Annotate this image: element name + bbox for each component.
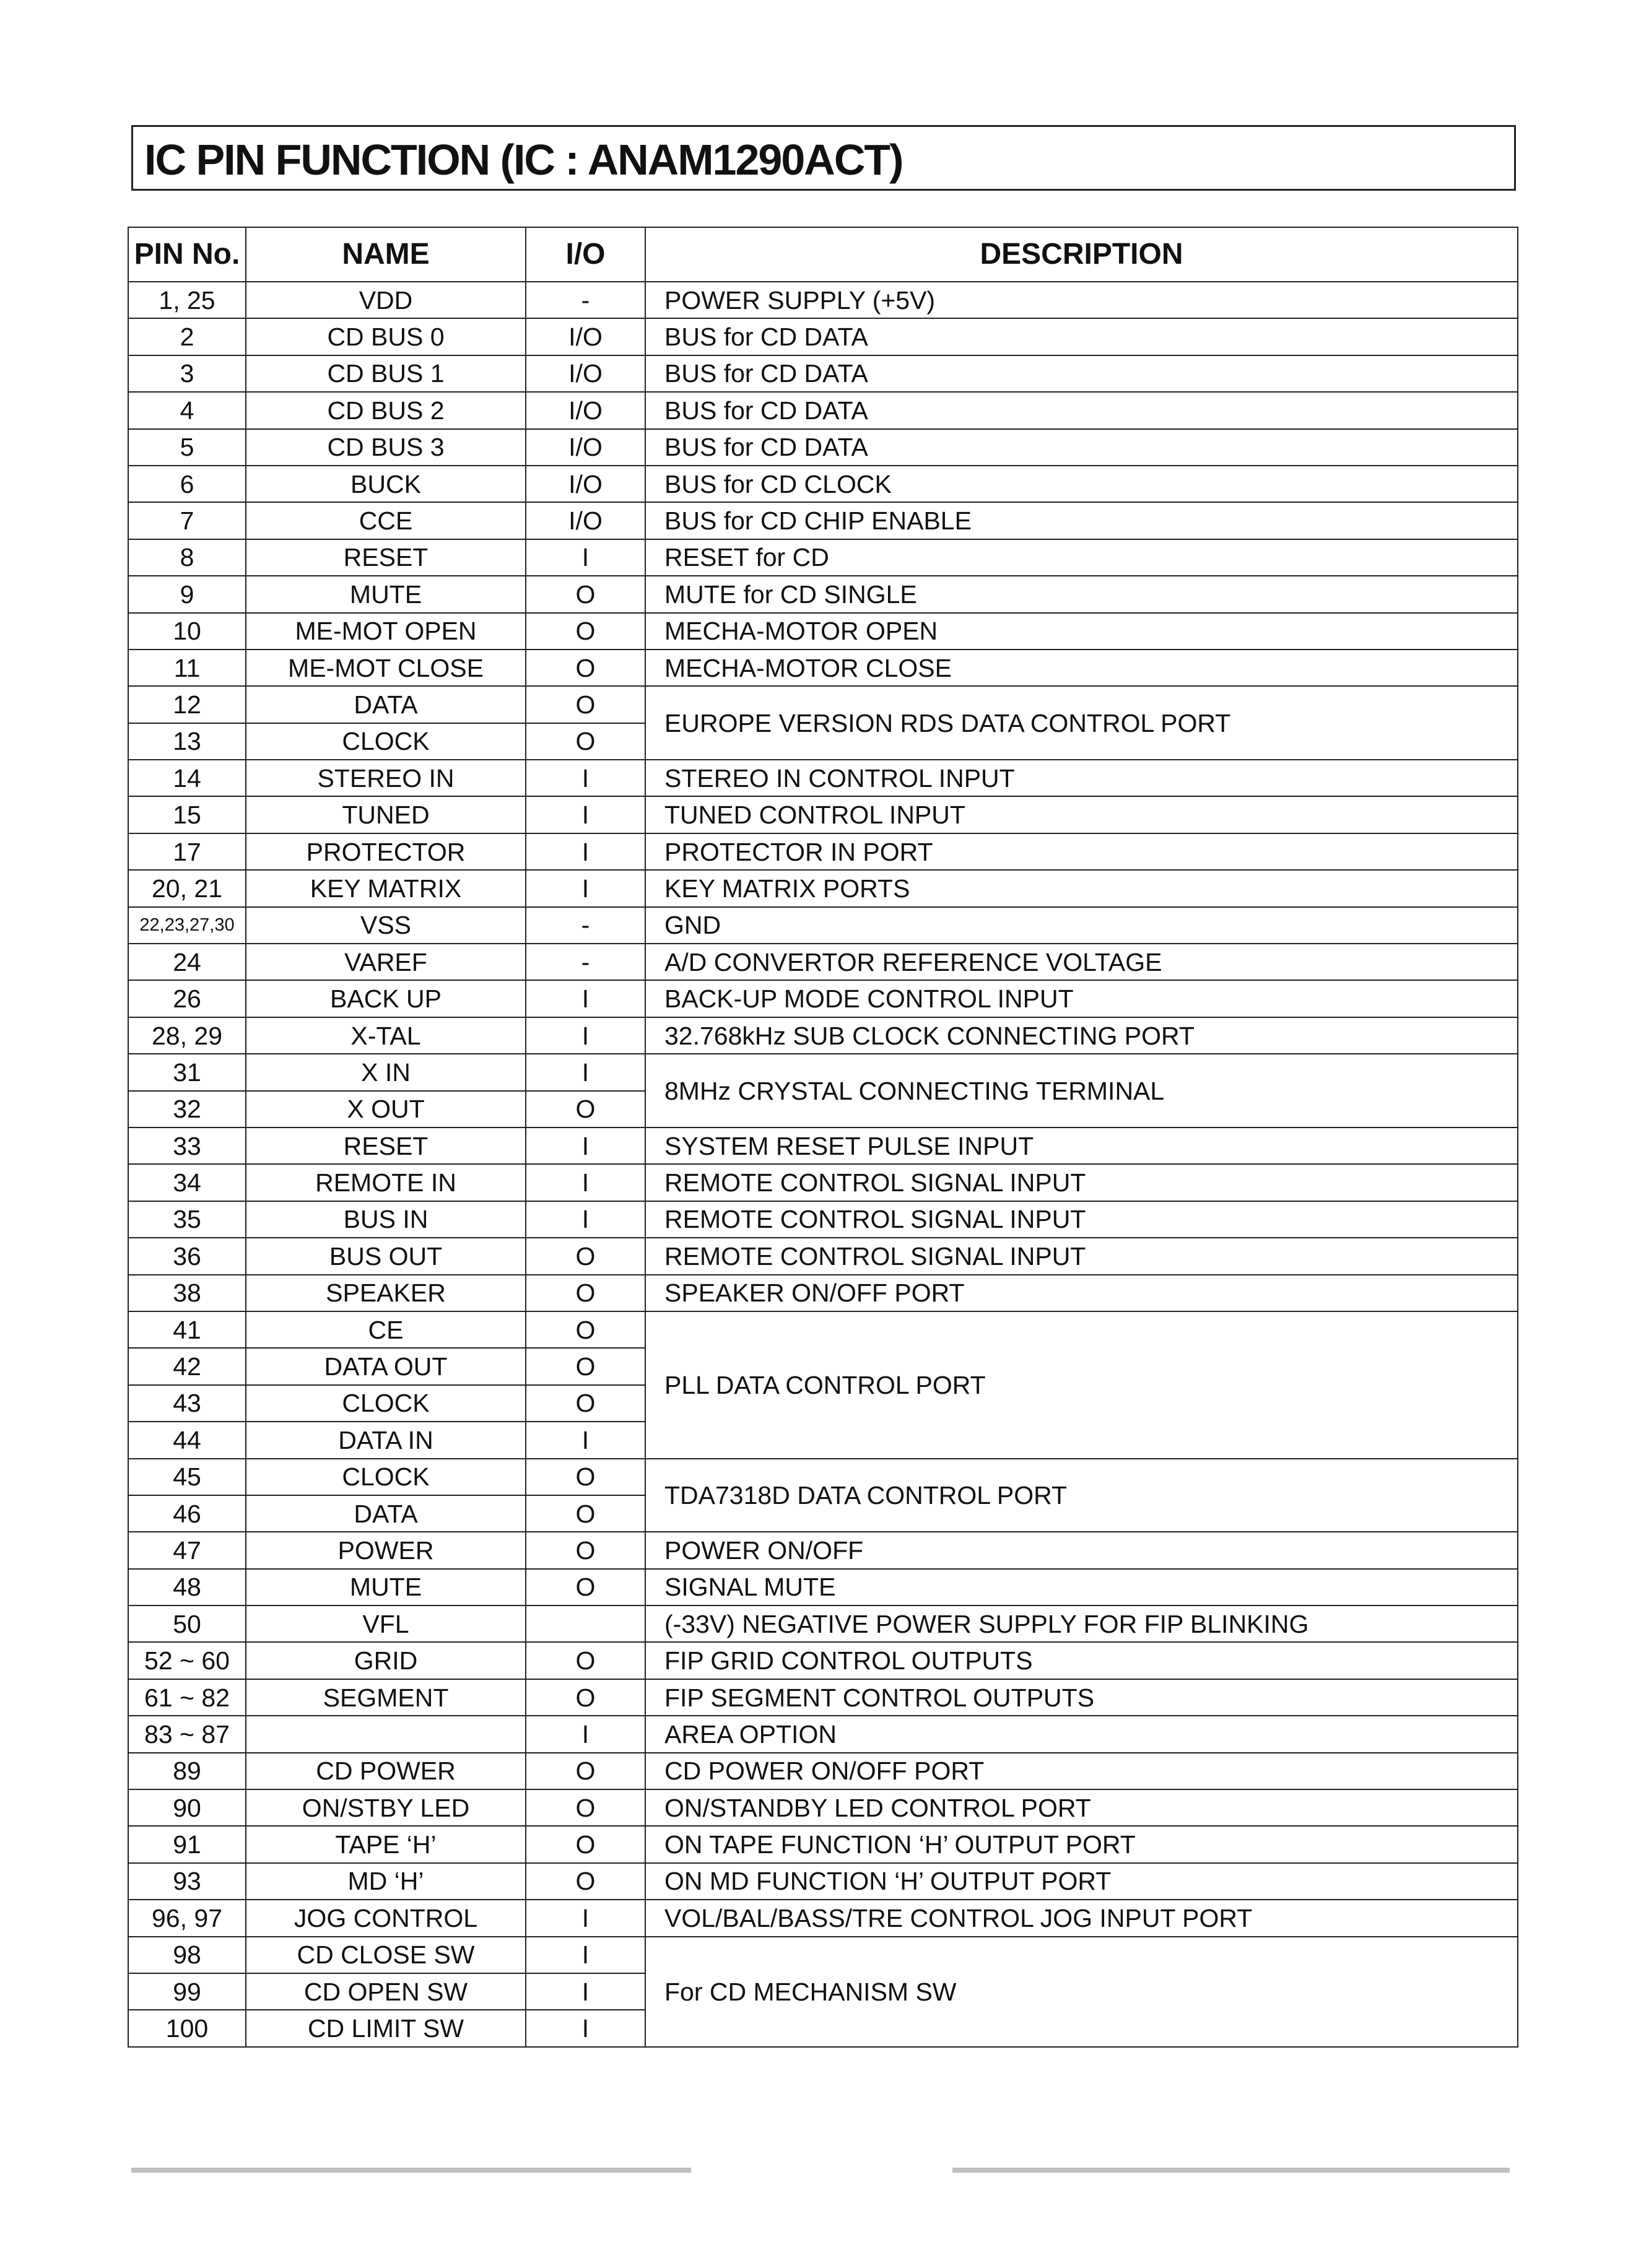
table-row (128, 907, 1518, 944)
pin-name-cell: CLOCK (246, 1385, 526, 1422)
pin-io-cell: I (526, 2010, 645, 2046)
pin-io-cell: O (526, 650, 645, 686)
table-row (128, 1201, 1518, 1238)
pin-number-cell: 2 (128, 318, 246, 355)
pin-description-cell: For CD MECHANISM SW (645, 1937, 1518, 2047)
pin-number-cell: 43 (128, 1385, 246, 1422)
table-row (128, 944, 1518, 980)
pin-number-cell: 98 (128, 1937, 246, 1973)
pin-description-cell: BUS for CD DATA (645, 392, 1518, 428)
pin-name-cell: VFL (246, 1605, 526, 1642)
pin-number-cell: 3 (128, 355, 246, 392)
table-row (128, 1679, 1518, 1716)
pin-number-cell: 17 (128, 833, 246, 870)
pin-io-cell: - (526, 944, 645, 980)
pin-number-cell: 36 (128, 1238, 246, 1274)
pin-number-cell: 20, 21 (128, 870, 246, 906)
pin-number-cell: 7 (128, 502, 246, 539)
pin-number-cell: 46 (128, 1495, 246, 1532)
pin-io-cell: O (526, 1863, 645, 1900)
pin-name-cell: CD OPEN SW (246, 1973, 526, 2010)
pin-description-cell: BUS for CD CLOCK (645, 466, 1518, 502)
pin-number-cell: 93 (128, 1863, 246, 1900)
table-row (128, 392, 1518, 428)
pin-number-cell: 22,23,27,30 (128, 907, 246, 944)
pin-io-cell: I/O (526, 392, 645, 428)
pin-io-cell: - (526, 907, 645, 944)
pin-name-cell: VDD (246, 282, 526, 318)
table-row (128, 760, 1518, 796)
pin-name-cell (246, 1716, 526, 1752)
pin-description-cell: FIP SEGMENT CONTROL OUTPUTS (645, 1679, 1518, 1716)
table-row (128, 686, 1518, 723)
pin-name-cell: CD POWER (246, 1753, 526, 1789)
pin-description-cell: VOL/BAL/BASS/TRE CONTROL JOG INPUT PORT (645, 1900, 1518, 1936)
pin-io-cell: O (526, 1753, 645, 1789)
pin-name-cell: DATA IN (246, 1422, 526, 1458)
pin-description-cell: PLL DATA CONTROL PORT (645, 1311, 1518, 1459)
pin-io-cell: O (526, 723, 645, 760)
header-name: NAME (246, 227, 526, 282)
table-row (128, 466, 1518, 502)
pin-name-cell: CD BUS 0 (246, 318, 526, 355)
pin-io-cell: O (526, 1311, 645, 1348)
pin-io-cell: O (526, 1532, 645, 1568)
pin-name-cell: X-TAL (246, 1017, 526, 1054)
pin-number-cell: 9 (128, 576, 246, 612)
pin-description-cell: REMOTE CONTROL SIGNAL INPUT (645, 1164, 1518, 1201)
pin-description-cell: A/D CONVERTOR REFERENCE VOLTAGE (645, 944, 1518, 980)
table-row (128, 1532, 1518, 1568)
pin-name-cell: DATA OUT (246, 1348, 526, 1384)
pin-name-cell: MUTE (246, 576, 526, 612)
pin-description-cell: MECHA-MOTOR CLOSE (645, 650, 1518, 686)
pin-number-cell: 52 ~ 60 (128, 1642, 246, 1679)
pin-description-cell: SYSTEM RESET PULSE INPUT (645, 1127, 1518, 1164)
pin-description-cell: 32.768kHz SUB CLOCK CONNECTING PORT (645, 1017, 1518, 1054)
pin-io-cell: O (526, 686, 645, 723)
pin-name-cell: ME-MOT OPEN (246, 613, 526, 650)
table-row (128, 1716, 1518, 1752)
pin-number-cell: 24 (128, 944, 246, 980)
pin-function-table (128, 227, 1518, 2048)
table-body (128, 282, 1518, 2047)
pin-io-cell: I (526, 539, 645, 576)
pin-name-cell: X IN (246, 1054, 526, 1090)
pin-number-cell: 89 (128, 1753, 246, 1789)
pin-name-cell: X OUT (246, 1091, 526, 1127)
table-row (128, 502, 1518, 539)
pin-description-cell: ON/STANDBY LED CONTROL PORT (645, 1789, 1518, 1826)
pin-io-cell: I (526, 1973, 645, 2010)
pin-description-cell: BUS for CD DATA (645, 429, 1518, 466)
pin-number-cell: 35 (128, 1201, 246, 1238)
pin-name-cell: MD ‘H’ (246, 1863, 526, 1900)
pin-number-cell: 50 (128, 1605, 246, 1642)
table-row (128, 1054, 1518, 1090)
pin-name-cell: BUS OUT (246, 1238, 526, 1274)
table-row (128, 1937, 1518, 1973)
pin-number-cell: 1, 25 (128, 282, 246, 318)
pin-io-cell: O (526, 1642, 645, 1679)
table-row (128, 318, 1518, 355)
pin-name-cell: JOG CONTROL (246, 1900, 526, 1936)
pin-description-cell: MECHA-MOTOR OPEN (645, 613, 1518, 650)
pin-number-cell: 96, 97 (128, 1900, 246, 1936)
pin-name-cell: BUS IN (246, 1201, 526, 1238)
pin-number-cell: 26 (128, 980, 246, 1017)
pin-io-cell: I (526, 1017, 645, 1054)
table-row (128, 1017, 1518, 1054)
pin-name-cell: SPEAKER (246, 1275, 526, 1311)
table-row (128, 1605, 1518, 1642)
pin-name-cell: CLOCK (246, 723, 526, 760)
pin-number-cell: 90 (128, 1789, 246, 1826)
pin-number-cell: 83 ~ 87 (128, 1716, 246, 1752)
pin-description-cell: EUROPE VERSION RDS DATA CONTROL PORT (645, 686, 1518, 760)
pin-description-cell: REMOTE CONTROL SIGNAL INPUT (645, 1238, 1518, 1274)
pin-description-cell: STEREO IN CONTROL INPUT (645, 760, 1518, 796)
pin-number-cell: 45 (128, 1459, 246, 1495)
pin-number-cell: 41 (128, 1311, 246, 1348)
table-row (128, 282, 1518, 318)
pin-number-cell: 38 (128, 1275, 246, 1311)
pin-io-cell: I (526, 1937, 645, 1973)
pin-io-cell: O (526, 1091, 645, 1127)
table-row (128, 429, 1518, 466)
pin-number-cell: 10 (128, 613, 246, 650)
footer-rule-right (952, 2168, 1510, 2173)
pin-name-cell: BACK UP (246, 980, 526, 1017)
pin-name-cell: CCE (246, 502, 526, 539)
pin-io-cell: I/O (526, 318, 645, 355)
pin-name-cell: DATA (246, 1495, 526, 1532)
table-row (128, 1863, 1518, 1900)
pin-description-cell: BUS for CD DATA (645, 355, 1518, 392)
pin-name-cell: STEREO IN (246, 760, 526, 796)
table-row (128, 1164, 1518, 1201)
pin-number-cell: 11 (128, 650, 246, 686)
pin-description-cell: BACK-UP MODE CONTROL INPUT (645, 980, 1518, 1017)
pin-io-cell: O (526, 1275, 645, 1311)
table-row (128, 1826, 1518, 1862)
pin-description-cell: BUS for CD DATA (645, 318, 1518, 355)
pin-name-cell: MUTE (246, 1569, 526, 1605)
table-row (128, 1238, 1518, 1274)
pin-description-cell: FIP GRID CONTROL OUTPUTS (645, 1642, 1518, 1679)
pin-description-cell: ON TAPE FUNCTION ‘H’ OUTPUT PORT (645, 1826, 1518, 1862)
pin-number-cell: 99 (128, 1973, 246, 2010)
pin-name-cell: CD BUS 3 (246, 429, 526, 466)
pin-name-cell: REMOTE IN (246, 1164, 526, 1201)
pin-description-cell: GND (645, 907, 1518, 944)
pin-number-cell: 100 (128, 2010, 246, 2046)
pin-io-cell: I (526, 1422, 645, 1458)
pin-io-cell: O (526, 1385, 645, 1422)
footer-rule-left (131, 2168, 691, 2173)
pin-description-cell: 8MHz CRYSTAL CONNECTING TERMINAL (645, 1054, 1518, 1127)
pin-name-cell: CD BUS 1 (246, 355, 526, 392)
pin-io-cell: I/O (526, 355, 645, 392)
pin-io-cell: I (526, 833, 645, 870)
table-row (128, 613, 1518, 650)
header-pin-no: PIN No. (128, 227, 246, 282)
pin-name-cell: VAREF (246, 944, 526, 980)
pin-name-cell: SEGMENT (246, 1679, 526, 1716)
pin-name-cell: RESET (246, 1127, 526, 1164)
pin-number-cell: 15 (128, 796, 246, 833)
pin-io-cell: O (526, 1679, 645, 1716)
pin-name-cell: CD BUS 2 (246, 392, 526, 428)
pin-name-cell: BUCK (246, 466, 526, 502)
pin-description-cell: AREA OPTION (645, 1716, 1518, 1752)
pin-number-cell: 48 (128, 1569, 246, 1605)
pin-name-cell: CD CLOSE SW (246, 1937, 526, 1973)
pin-io-cell: I/O (526, 429, 645, 466)
pin-number-cell: 28, 29 (128, 1017, 246, 1054)
pin-number-cell: 42 (128, 1348, 246, 1384)
pin-description-cell: PROTECTOR IN PORT (645, 833, 1518, 870)
pin-io-cell: O (526, 1495, 645, 1532)
title-box (131, 125, 1516, 191)
pin-number-cell: 61 ~ 82 (128, 1679, 246, 1716)
table-row (128, 1753, 1518, 1789)
pin-io-cell: I/O (526, 502, 645, 539)
pin-name-cell: TAPE ‘H’ (246, 1826, 526, 1862)
pin-name-cell: TUNED (246, 796, 526, 833)
page-title: IC PIN FUNCTION (IC : ANAM1290ACT) (144, 136, 903, 184)
pin-name-cell: PROTECTOR (246, 833, 526, 870)
table-row (128, 539, 1518, 576)
pin-number-cell: 12 (128, 686, 246, 723)
table-row (128, 650, 1518, 686)
pin-io-cell: I (526, 1716, 645, 1752)
pin-description-cell: SIGNAL MUTE (645, 1569, 1518, 1605)
table-row (128, 796, 1518, 833)
pin-description-cell: (-33V) NEGATIVE POWER SUPPLY FOR FIP BLINKING (645, 1605, 1518, 1642)
header-io: I/O (526, 227, 645, 282)
pin-io-cell (526, 1605, 645, 1642)
pin-io-cell: I (526, 870, 645, 906)
table-row (128, 1642, 1518, 1679)
pin-name-cell: KEY MATRIX (246, 870, 526, 906)
pin-description-cell: SPEAKER ON/OFF PORT (645, 1275, 1518, 1311)
pin-io-cell: I (526, 1900, 645, 1936)
pin-number-cell: 47 (128, 1532, 246, 1568)
pin-description-cell: POWER SUPPLY (+5V) (645, 282, 1518, 318)
table-row (128, 980, 1518, 1017)
pin-io-cell: I (526, 760, 645, 796)
pin-name-cell: GRID (246, 1642, 526, 1679)
pin-io-cell: O (526, 576, 645, 612)
table-row (128, 576, 1518, 612)
pin-io-cell: I (526, 980, 645, 1017)
pin-io-cell: O (526, 613, 645, 650)
table-row (128, 870, 1518, 906)
pin-io-cell: - (526, 282, 645, 318)
pin-description-cell: TUNED CONTROL INPUT (645, 796, 1518, 833)
pin-io-cell: I (526, 1127, 645, 1164)
table-row (128, 1275, 1518, 1311)
pin-io-cell: I (526, 1201, 645, 1238)
table-row (128, 1900, 1518, 1936)
pin-number-cell: 14 (128, 760, 246, 796)
pin-description-cell: ON MD FUNCTION ‘H’ OUTPUT PORT (645, 1863, 1518, 1900)
pin-io-cell: O (526, 1826, 645, 1862)
pin-io-cell: I/O (526, 466, 645, 502)
pin-io-cell: I (526, 796, 645, 833)
table-row (128, 355, 1518, 392)
pin-number-cell: 34 (128, 1164, 246, 1201)
pin-number-cell: 6 (128, 466, 246, 502)
pin-number-cell: 44 (128, 1422, 246, 1458)
pin-description-cell: BUS for CD CHIP ENABLE (645, 502, 1518, 539)
pin-name-cell: CLOCK (246, 1459, 526, 1495)
table-row (128, 1569, 1518, 1605)
pin-name-cell: POWER (246, 1532, 526, 1568)
pin-io-cell: O (526, 1569, 645, 1605)
pin-io-cell: O (526, 1789, 645, 1826)
pin-name-cell: ME-MOT CLOSE (246, 650, 526, 686)
header-description: DESCRIPTION (645, 227, 1518, 282)
pin-io-cell: O (526, 1459, 645, 1495)
pin-io-cell: O (526, 1238, 645, 1274)
pin-description-cell: RESET for CD (645, 539, 1518, 576)
pin-name-cell: RESET (246, 539, 526, 576)
table-row (128, 1459, 1518, 1495)
pin-io-cell: O (526, 1348, 645, 1384)
table-row (128, 1127, 1518, 1164)
table-row (128, 1311, 1518, 1348)
pin-number-cell: 4 (128, 392, 246, 428)
pin-number-cell: 31 (128, 1054, 246, 1090)
pin-number-cell: 91 (128, 1826, 246, 1862)
pin-name-cell: VSS (246, 907, 526, 944)
pin-io-cell: I (526, 1054, 645, 1090)
pin-name-cell: CE (246, 1311, 526, 1348)
pin-io-cell: I (526, 1164, 645, 1201)
pin-number-cell: 5 (128, 429, 246, 466)
pin-description-cell: TDA7318D DATA CONTROL PORT (645, 1459, 1518, 1532)
table-header-row (128, 227, 1518, 282)
pin-description-cell: KEY MATRIX PORTS (645, 870, 1518, 906)
pin-description-cell: MUTE for CD SINGLE (645, 576, 1518, 612)
pin-name-cell: CD LIMIT SW (246, 2010, 526, 2046)
pin-number-cell: 13 (128, 723, 246, 760)
pin-description-cell: REMOTE CONTROL SIGNAL INPUT (645, 1201, 1518, 1238)
table-row (128, 833, 1518, 870)
pin-name-cell: DATA (246, 686, 526, 723)
pin-description-cell: POWER ON/OFF (645, 1532, 1518, 1568)
table-row (128, 1789, 1518, 1826)
pin-description-cell: CD POWER ON/OFF PORT (645, 1753, 1518, 1789)
pin-number-cell: 33 (128, 1127, 246, 1164)
pin-name-cell: ON/STBY LED (246, 1789, 526, 1826)
pin-number-cell: 32 (128, 1091, 246, 1127)
pin-number-cell: 8 (128, 539, 246, 576)
